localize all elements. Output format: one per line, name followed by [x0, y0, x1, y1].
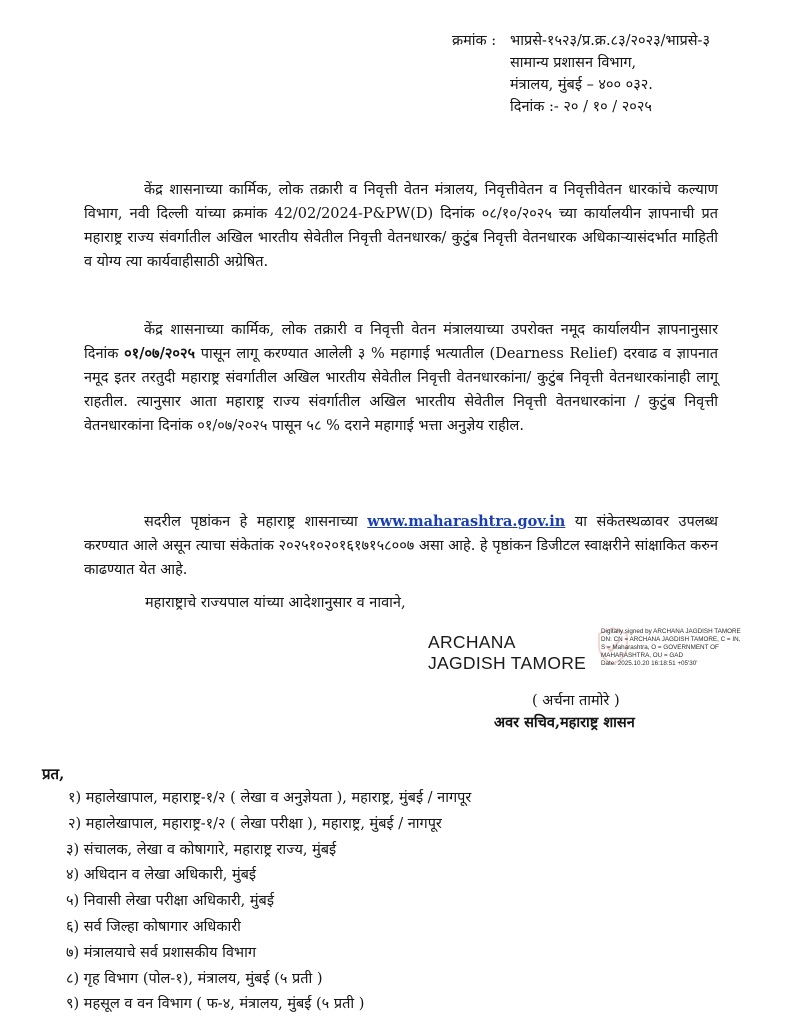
stamp-line: S = Maharashtra, O = GOVERNMENT OF [601, 644, 719, 651]
officer-designation: अवर सचिव,महाराष्ट्र शासन [494, 714, 635, 731]
digital-signature-name [428, 632, 586, 674]
governor-order-line: महाराष्ट्राचे राज्यपाल यांच्या आदेशानुसार व नावाने, [145, 595, 406, 611]
paragraph-1 [84, 178, 718, 274]
department-name: सामान्य प्रशासन विभाग, [510, 55, 637, 71]
stamp-line: Digitally signed by ARCHANA JAGDISH TAMORE [601, 628, 741, 635]
letter-header [452, 30, 710, 118]
copy-recipient-item: ४) अधिदान व लेखा अधिकारी, मुंबई [66, 867, 257, 884]
copy-recipient-list [66, 786, 471, 1018]
copy-recipient-item: १) महालेखापाल, महाराष्ट्र-१/२ ( लेखा व अनुज्ञेयता ), महाराष्ट्र, मुंबई / नागपूर [68, 790, 472, 806]
reference-label: क्रमांक : [452, 33, 497, 49]
paragraph-3-text-start: सदरील पृष्ठांकन हे महाराष्ट्र शासनाच्या [144, 514, 358, 530]
paragraph-1-text: केंद्र शासनाच्या कार्मिक, लोक तक्रारी व निवृत्ती वेतन मंत्रालय, निवृत्तीवेतन व निवृत्तीवेतन धारकांचे कल्याण विभाग, नवी दिल्ली यांच्या क्रमांक 42/02/2024-P&PW(D) दिनांक ०८/१०/२०२५ च्या कार्यालयीन ज्ञापनाची प्रत महाराष्ट्र राज्य संवर्गातील अखिल भारतीय सेवेतील निवृत्ती वेतनधारक/ कुटुंब निवृत्ती वेतनधारक अधिकाऱ्यासंदर्भात माहिती व योग्य त्या कार्यवाहीसाठी अग्रेषित. [84, 182, 718, 270]
copy-recipient-item: ९) महसूल व वन विभाग ( फ-४, मंत्रालय, मुंबई (५ प्रती ) [66, 996, 365, 1013]
reference-number: भाप्रसे-१५२३/प्र.क्र.८३/२०२३/भाप्रसे-३ [510, 33, 711, 49]
copy-recipient-item: २) महालेखापाल, महाराष्ट्र-१/२ ( लेखा परीक्षा ), महाराष्ट्र, मुंबई / नागपूर [68, 815, 442, 832]
copy-recipient-item: ५) निवासी लेखा परीक्षा अधिकारी, मुंबई [66, 893, 274, 910]
paragraph-2-text-end: पासून लागू करण्यात आलेली ३ % महागाई भत्यातील (Dearness Relief) दरवाढ व ज्ञापनात नमूद इतर तरतुदी महाराष्ट्र संवर्गातील अखिल भारतीय सेवेतील निवृत्ती वेतनधारकांना/ कुटुंब निवृत्ती वेतनधारकांनाही लागू राहतील. त्यानुसार आता महाराष्ट्र राज्य संवर्गातील अखिल भारतीय सेवेतील निवृत्ती वेतनधारकांना / कुटुंब निवृत्ती वेतनधारकांना दिनांक ०१/०७/२०२५ पासून ५८ % दराने महागाई भत्ता अनुज्ञेय राहील. [84, 346, 719, 434]
copy-recipient-item: ७) मंत्रालयाचे सर्व प्रशासकीय विभाग [66, 944, 257, 961]
office-address: मंत्रालय, मुंबई – ४०० ०३२. [510, 77, 653, 93]
copy-recipient-item: ८) गृह विभाग (पोल-१), मंत्रालय, मुंबई (५ प्रती ) [66, 970, 323, 987]
paragraph-3-text-end: या संकेतस्थळावर उपलब्ध करण्यात आले असून त्याचा संकेतांक २०२५१०२०१६१७१५८००७ असा आहे. हे पृष्ठांकन डिजीटल स्वाक्षरीने सांक्षाकित करुन काढण्यात येत आहे. [84, 514, 719, 578]
stamp-line: Date: 2025.10.20 16:18:51 +05'30' [601, 660, 698, 667]
digital-signature-stamp [601, 628, 791, 668]
reference-row [452, 30, 710, 52]
signer-name-line-2: JAGDISH TAMORE [428, 653, 587, 673]
copy-to-heading: प्रत, [42, 765, 65, 783]
copy-recipient-item: ६) सर्व जिल्हा कोषागार अधिकारी [66, 918, 241, 935]
officer-name: ( अर्चना तामोरे ) [532, 693, 620, 709]
copy-recipient-item: ३) संचालक, लेखा व कोषागारे, महाराष्ट्र राज्य, मुंबई [66, 841, 337, 858]
letter-date: दिनांक :- २० / १० / २०२५ [510, 99, 652, 115]
paragraph-3 [84, 510, 718, 582]
effective-date: ०१/०७/२०२५ [124, 345, 196, 362]
stamp-line: DN: CN = ARCHANA JAGDISH TAMORE, C = IN, [601, 636, 741, 643]
stamp-line: MAHARASHTRA, OU = GAD [601, 652, 684, 659]
paragraph-2 [84, 318, 718, 438]
paragraph-2-text-start: केंद्र शासनाच्या कार्मिक, लोक तक्रारी व निवृत्ती वेतन मंत्रालयाच्या उपरोक्त नमूद कार्यालयीन ज्ञापनानुसार दिनांक [84, 322, 718, 362]
website-link[interactable]: www.maharashtra.gov.in [367, 513, 566, 530]
signer-name-line-1: ARCHANA [428, 632, 516, 652]
